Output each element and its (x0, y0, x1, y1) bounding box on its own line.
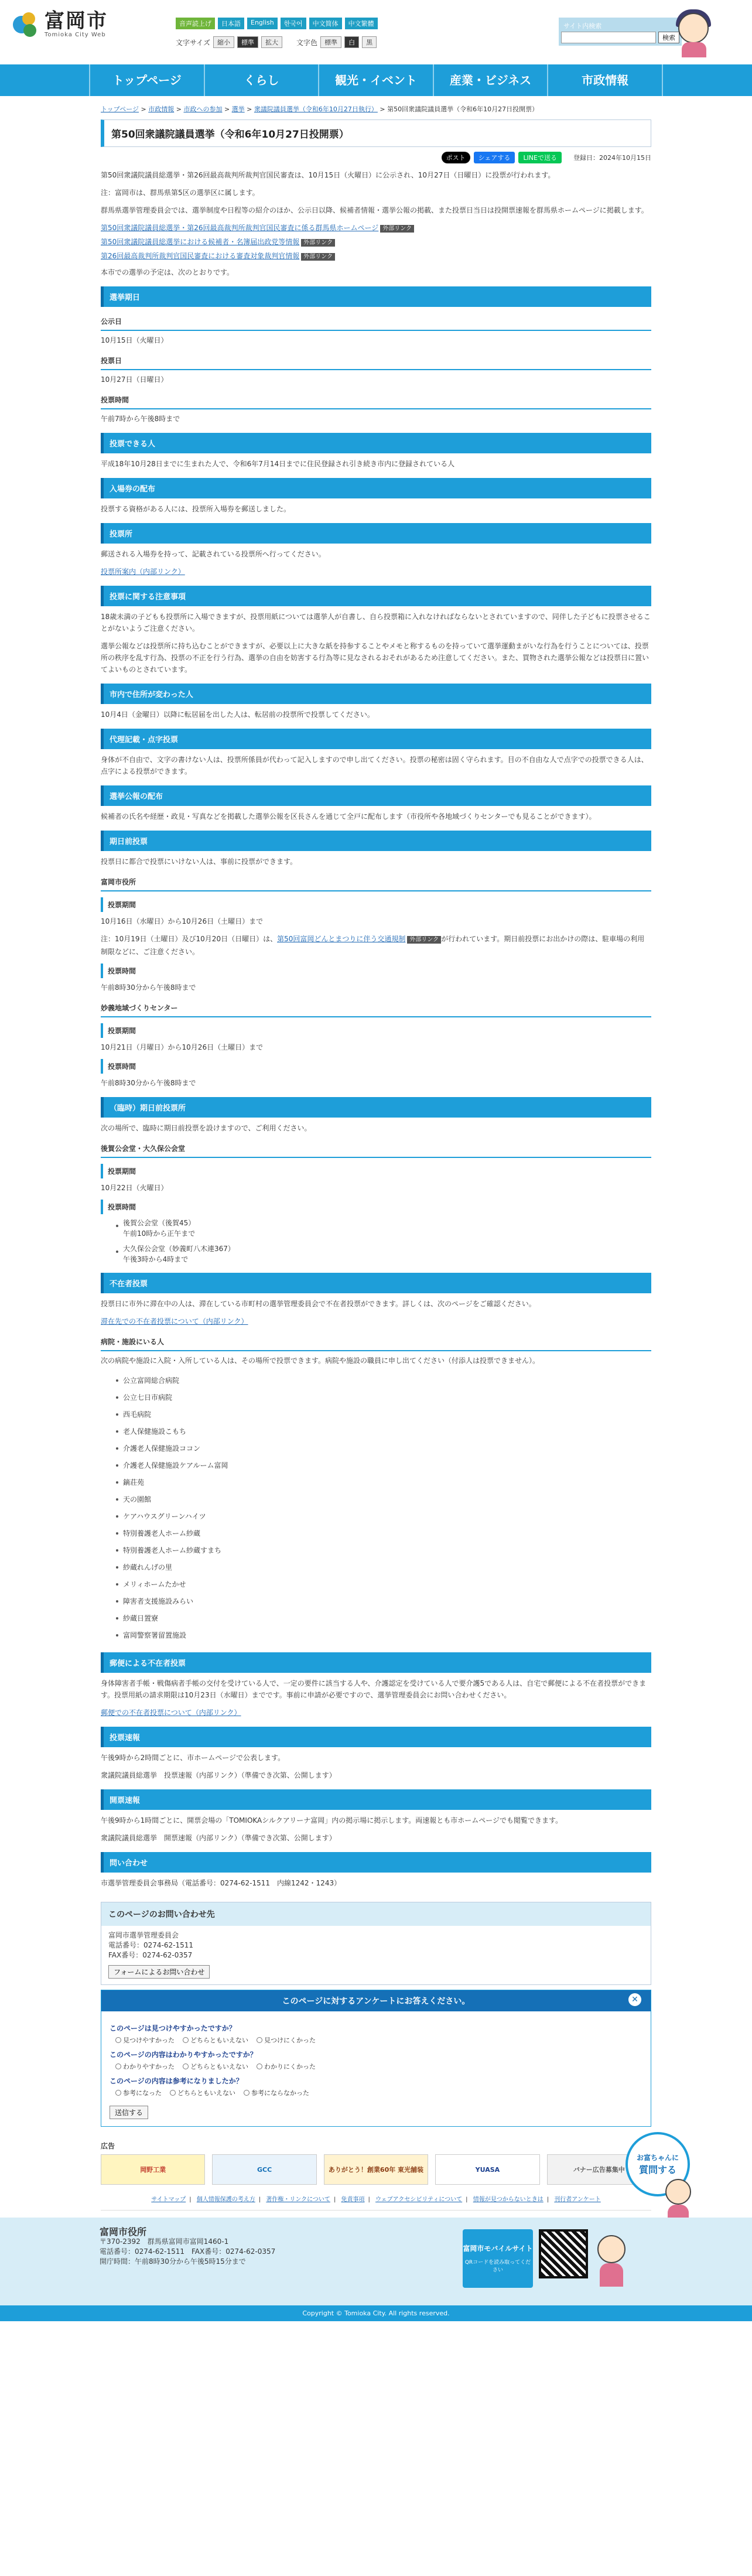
footer-links: サイトマップ | 個人情報保護の考え方 | 著作権・リンクについて | 免責事項 | ウェブアクセシビリティについて | 情報が見つからないときは | 刊行者アンケート (101, 2185, 651, 2211)
search-label: サイト内検索 (563, 22, 602, 30)
body-text: 注：10月19日（土曜日）及び10月20日（日曜日）は、 (101, 935, 278, 943)
breadcrumb: トップページ > 市政情報 > 市政への参加 > 選挙 > 衆議院議員選挙（令和6年10月27日執行） > 第50回衆議院議員選挙（令和6年10月27日投開票） (101, 105, 539, 113)
breadcrumb-link[interactable]: 市政への参加 (183, 105, 223, 113)
font-size-large-button[interactable]: 拡大 (261, 36, 282, 48)
section-heading: 投票所 (101, 523, 651, 544)
section-heading: 選挙期日 (101, 286, 651, 307)
mascot-icon (592, 2235, 633, 2288)
sub-heading: 富岡市役所 (101, 873, 651, 891)
survey-question: このページの内容は参考になりましたか？ (110, 2077, 243, 2085)
list-item: 紗蔵日置寮 (116, 1610, 651, 1627)
section-heading: 市内で住所が変わった人 (101, 684, 651, 704)
section-heading: 入場券の配布 (101, 478, 651, 498)
minor-heading: 投票時間 (101, 1059, 651, 1074)
lang-ja-button[interactable]: 日本語 (218, 18, 244, 29)
footer-link[interactable]: ウェブアクセシビリティについて (375, 2196, 463, 2203)
list-item: 介護老人保健施設ココン (116, 1440, 651, 1457)
footer-link[interactable]: 免責事項 (341, 2196, 365, 2203)
minor-heading: 投票時間 (101, 1200, 651, 1214)
facebook-share-button[interactable]: シェアする (474, 152, 515, 163)
body-text: 候補者の氏名や経歴・政見・写真などを掲載した選挙公報を区長さんを通じて全戸に配布します（市役所や各地域づくりセンターでも見ることができます）。 (101, 812, 596, 821)
body-text: 10月16日（水曜日）から10月26日（土曜日）まで (101, 917, 264, 925)
mobile-site-banner[interactable]: 富岡市モバイルサイト QRコードを読み取ってください (463, 2229, 533, 2288)
minor-heading: 投票期間 (101, 1023, 651, 1038)
font-size-label: 文字サイズ (176, 38, 211, 47)
section-heading: 不在者投票 (101, 1273, 651, 1293)
section-heading: 代理記載・点字投票 (101, 729, 651, 749)
main-content (101, 96, 651, 2211)
chatbot-label: 質問する (638, 2164, 676, 2175)
ad-banner[interactable]: ありがとう！創業60年 東光舗装 (324, 2154, 428, 2185)
lang-zh-tw-button[interactable]: 中文繁體 (345, 18, 378, 29)
lang-ko-button[interactable]: 한국어 (281, 18, 306, 29)
breadcrumb-link[interactable]: 市政情報 (148, 105, 175, 113)
body-text: 身体が不自由で、文字の書けない人は、投票所係員が代わって記入しますので申し出てください。投票の秘密は固く守られます。目の不自由な人で点字での投票できる人は、点字による投票ができます。 (101, 756, 648, 775)
chatbot-label: お富ちゃんに (636, 2154, 679, 2162)
share-bar (101, 152, 651, 163)
section-heading: （臨時）期日前投票所 (101, 1097, 651, 1118)
close-icon[interactable]: ✕ (628, 1993, 641, 2006)
survey-option[interactable]: わかりやすかった (115, 2062, 175, 2071)
sub-heading: 投票日 (101, 352, 651, 370)
external-link[interactable]: 第50回衆議院議員総選挙における候補者・名簿届出政党等情報 (101, 238, 300, 246)
x-share-button[interactable]: ポスト (442, 152, 470, 163)
ad-banner[interactable]: GCC (212, 2154, 316, 2185)
body-text: 10月4日（金曜日）以降に転居届を出した人は、転居前の投票所で投票してください。 (101, 710, 374, 719)
survey-question: このページの内容はわかりやすかったですか？ (110, 2051, 257, 2059)
survey-title: このページに対するアンケートにお答えください。 (282, 1997, 470, 2006)
footer-hours: 開庁時間：午前8時30分から午後5時15分まで (100, 2257, 246, 2266)
section-heading: 問い合わせ (101, 1852, 651, 1873)
minor-heading: 投票期間 (101, 1164, 651, 1178)
survey-question: このページは見つけやすかったですか？ (110, 2024, 236, 2032)
nav-top[interactable]: トップページ (89, 64, 205, 96)
font-size-standard-button[interactable]: 標準 (237, 36, 258, 48)
display-tools (176, 36, 377, 48)
nav-city-info[interactable]: 市政情報 (548, 64, 663, 96)
body-text: 次の病院や施設に入院・入所している人は、その場所で投票できます。病院や施設の職員に申し出てください（付添人は投票できません）。 (101, 1357, 540, 1365)
ad-banner[interactable]: バナー広告募集中 (547, 2154, 651, 2185)
survey-option[interactable]: 見つけやすかった (115, 2035, 175, 2045)
external-link-tag: 外部リンク (380, 225, 414, 233)
body-text: 身体障害者手帳・戦傷病者手帳の交付を受けている人で、一定の要件に該当する人や、介護認定を受けている人で要介護5である人は、自宅で郵便による不在者投票ができます。投票用紙の請求期限は10月23日（水曜日）までです。事前に申請が必要ですので、選挙管理委員会にお問い合わせください。 (101, 1679, 647, 1699)
external-link[interactable]: 第26回最高裁判所裁判官国民審査における審査対象裁判官情報 (101, 252, 300, 260)
footer-link[interactable]: 刊行者アンケート (554, 2196, 601, 2203)
page-title: 第50回衆議院議員選挙（令和6年10月27日投開票） (101, 119, 651, 147)
sub-heading: 公示日 (101, 313, 651, 331)
survey-option[interactable]: わかりにくかった (257, 2062, 316, 2071)
list-item: 特別養護老人ホーム紗蔵 (116, 1525, 651, 1542)
ad-banner[interactable]: YUASA (435, 2154, 539, 2185)
section-heading: 投票できる人 (101, 433, 651, 453)
chatbot-launcher[interactable] (620, 2132, 702, 2226)
nav-living[interactable]: くらし (205, 64, 320, 96)
section-heading: 開票速報 (101, 1789, 651, 1810)
list-item: ケアハウスグリーンハイツ (116, 1508, 651, 1525)
site-header (0, 0, 752, 64)
list-item: 紗蔵れんげの里 (116, 1559, 651, 1576)
footer-address: 〒370-2392 群馬県富岡市富岡1460-1 (100, 2237, 229, 2246)
mascot-image (670, 5, 717, 57)
external-link-tag: 外部リンク (407, 936, 441, 944)
section-heading: 投票速報 (101, 1727, 651, 1747)
font-color-black-button[interactable]: 黒 (362, 36, 377, 48)
ad-banner[interactable]: 岡野工業 (101, 2154, 205, 2185)
footer-link[interactable]: 個人情報保護の考え方 (196, 2196, 255, 2203)
lang-zh-cn-button[interactable]: 中文简体 (309, 18, 342, 29)
read-aloud-button[interactable]: 音声読上げ (176, 18, 215, 29)
external-link-tag: 外部リンク (301, 253, 335, 261)
body-text: 郵送される入場券を持って、記載されている投票所へ行ってください。 (101, 550, 326, 558)
body-text: 投票日に市外に滞在中の人は、滞在している市町村の選挙管理委員会で不在者投票ができます。詳しくは、次のページをご確認ください。 (101, 1300, 536, 1308)
body-text: 10月22日（火曜日） (101, 1184, 168, 1192)
body-text: 午前7時から午後8時まで (101, 415, 180, 423)
survey-option[interactable]: 参考にならなかった (244, 2088, 309, 2097)
polling-place-link[interactable]: 投票所案内（内部リンク） (101, 568, 185, 576)
body-text: 衆議院議員総選挙 投票速報（内部リンク）（準備でき次第、公開します） (101, 1771, 336, 1779)
font-color-label: 文字色 (296, 38, 318, 47)
contact-title: このページのお問い合わせ先 (101, 1902, 651, 1926)
registration-date: 登録日：2024年10月15日 (573, 154, 651, 162)
contact-tel: 電話番号：0274-62-1511 (108, 1941, 194, 1949)
font-size-small-button[interactable]: 縮小 (213, 36, 234, 48)
survey-option[interactable]: どちらともいえない (170, 2088, 235, 2097)
sub-heading: 後賀公会堂・大久保公会堂 (101, 1140, 651, 1158)
traffic-rule-link[interactable]: 第50回富岡どんとまつりに伴う交通規制 (277, 935, 406, 943)
list-item: メリィホームたかせ (116, 1576, 651, 1593)
logo-sub: Tomioka City Web (45, 32, 106, 38)
survey-option[interactable]: 見つけにくかった (257, 2035, 316, 2045)
nav-business[interactable]: 産業・ビジネス (434, 64, 549, 96)
search-button[interactable]: 検索 (658, 32, 679, 43)
list-item: 鏑荘苑 (116, 1474, 651, 1491)
survey-option[interactable]: どちらともいえない (183, 2035, 248, 2045)
list-item: 後賀公会堂（後賀45） 午前10時から正午まで (116, 1218, 651, 1239)
section-heading: 投票に関する注意事項 (101, 586, 651, 606)
body-text: 10月27日（日曜日） (101, 375, 168, 384)
sub-heading: 病院・施設にいる人 (101, 1333, 651, 1351)
temp-place-list (116, 1218, 651, 1265)
ad-label: 広告 (101, 2142, 115, 2150)
survey-box (101, 1990, 651, 2127)
site-logo[interactable] (13, 11, 108, 38)
body-text: 午後9時から2時間ごとに、市ホームページで公表します。 (101, 1754, 285, 1762)
list-item: 西毛病院 (116, 1406, 651, 1423)
contact-fax: FAX番号：0274-62-0357 (108, 1951, 193, 1959)
body-text: 午前8時30分から午後8時まで (101, 983, 196, 992)
body-text: 平成18年10月28日までに生まれた人で、令和6年7月14日までに住民登録され引き続き市内に登録されている人 (101, 460, 455, 468)
city-emblem-icon (13, 11, 40, 38)
section-heading: 期日前投票 (101, 831, 651, 851)
lang-en-button[interactable]: English (247, 18, 278, 29)
intro-text: 注：富岡市は、群馬県第5区の選挙区に属します。 (101, 189, 259, 197)
body-text: 午前8時30分から午後8時まで (101, 1079, 196, 1087)
font-color-standard-button[interactable]: 標準 (320, 36, 341, 48)
qr-code-icon (539, 2229, 588, 2278)
external-links (101, 222, 651, 263)
section-heading: 選挙公報の配布 (101, 785, 651, 806)
body-text: が行われています。期日前投票にお出かけの際は、駐車場の利用制限などに、ご注意ください。 (101, 935, 645, 956)
survey-option[interactable]: どちらともいえない (183, 2062, 248, 2071)
ad-banners (101, 2141, 651, 2185)
minor-heading: 投票期間 (101, 897, 651, 912)
intro-text: 群馬県選挙管理委員会では、選挙制度や日程等の紹介のほか、公示日以降、候補者情報・選挙公報の掲載、また投票日当日は投開票速報を群馬県ホームページに掲載します。 (101, 206, 648, 214)
site-footer (0, 2218, 752, 2305)
contact-form-button[interactable]: フォームによるお問い合わせ (108, 1965, 210, 1979)
list-item: 特別養護老人ホーム紗蔵すまち (116, 1542, 651, 1559)
list-item: 富岡警察署留置施設 (116, 1627, 651, 1644)
search-input[interactable] (561, 32, 656, 43)
body-text: 10月21日（月曜日）から10月26日（土曜日）まで (101, 1043, 264, 1051)
absentee-link[interactable]: 滞在先での不在者投票について（内部リンク） (101, 1317, 248, 1325)
intro-text: 第50回衆議院議員総選挙・第26回最高裁判所裁判官国民審査は、10月15日（火曜日）に公示され、10月27日（日曜日）に投票が行われます。 (101, 171, 555, 179)
body-text: 投票日に都合で投票にいけない人は、事前に投票ができます。 (101, 857, 298, 866)
list-item: 天の園館 (116, 1491, 651, 1508)
footer-phone: 電話番号：0274-62-1511 FAX番号：0274-62-0357 (100, 2247, 276, 2256)
breadcrumb-link[interactable]: トップページ (101, 105, 139, 113)
body-text: 投票する資格がある人には、投票所入場券を郵送しました。 (101, 505, 291, 513)
minor-heading: 投票時間 (101, 964, 651, 978)
line-share-button[interactable]: LINEで送る (518, 152, 562, 163)
body-text: 衆議院議員総選挙 開票速報（内部リンク）（準備でき次第、公開します） (101, 1834, 336, 1842)
contact-org: 富岡市選挙管理委員会 (108, 1931, 179, 1939)
language-switcher (176, 18, 378, 29)
list-item: 老人保健施設こもち (116, 1423, 651, 1440)
list-item: 公立七日市病院 (116, 1389, 651, 1406)
survey-option[interactable]: 参考になった (115, 2088, 162, 2097)
site-search (559, 18, 682, 46)
facility-list (116, 1372, 651, 1644)
body-text: 選挙公報などは投票所に持ち込むことができますが、必要以上に大きな紙を持参することやメモと称するものを持っていて選挙運動まがいな行為を行うことについては、投票所の秩序を乱す行為、投票の不正を行う行為、選挙の自由を妨害する行為等に見なされるおそれがあるため注意してください。また、買物された選挙公報などは投票日に置いてよいものとされています。 (101, 642, 650, 674)
section-heading: 郵便による不在者投票 (101, 1652, 651, 1673)
breadcrumb-link[interactable]: 衆議院議員選挙（令和6年10月27日執行） (254, 105, 378, 113)
election-lead: 本市での選挙の予定は、次のとおりです。 (101, 268, 234, 276)
list-item: 公立富岡総合病院 (116, 1372, 651, 1389)
copyright: Copyright © Tomioka City. All rights reserved. (0, 2305, 752, 2321)
global-nav (0, 64, 752, 96)
sub-heading: 妙義地域づくりセンター (101, 999, 651, 1017)
footer-link[interactable]: 著作権・リンクについて (266, 2196, 330, 2203)
footer-link[interactable]: サイトマップ (151, 2196, 186, 2203)
external-link[interactable]: 第50回衆議院議員総選挙・第26回最高裁判所裁判官国民審査に係る群馬県ホームページ (101, 224, 379, 232)
body-text: 10月15日（火曜日） (101, 336, 168, 344)
body-text: 次の場所で、臨時に期日前投票を設けますので、ご利用ください。 (101, 1124, 312, 1132)
list-item: 大久保公会堂（妙義町八木連367） 午後3時から4時まで (116, 1243, 651, 1265)
external-link-tag: 外部リンク (301, 239, 335, 247)
logo-name: 富岡市 (45, 9, 108, 33)
body-text: 午後9時から1時間ごとに、開票会場の「TOMIOKAシルクアリーナ富岡」内の掲示場に掲示します。両速報とも市ホームページでも閲覧できます。 (101, 1816, 563, 1825)
footer-name: 富岡市役所 (100, 2226, 147, 2237)
breadcrumb-link[interactable]: 選挙 (231, 105, 245, 113)
survey-submit-button[interactable]: 送信する (110, 2106, 148, 2119)
breadcrumb-current: 第50回衆議院議員選挙（令和6年10月27日投開票） (387, 105, 539, 113)
mail-vote-link[interactable]: 郵便での不在者投票について（内部リンク） (101, 1709, 241, 1717)
sub-heading: 投票時間 (101, 391, 651, 409)
font-color-white-button[interactable]: 白 (344, 36, 359, 48)
footer-link[interactable]: 情報が見つからないときは (473, 2196, 544, 2203)
list-item: 介護老人保健施設ケアルーム富岡 (116, 1457, 651, 1474)
body-text: 18歳未満の子どもも投票所に入場できますが、投票用紙については選挙人が自書し、自ら投票箱に入れなければならないとされていますので、同伴した子どもに投票させることがないようご注意ください。 (101, 613, 651, 633)
contact-box (101, 1902, 651, 1985)
nav-tourism[interactable]: 観光・イベント (319, 64, 434, 96)
body-text: 市選挙管理委員会事務局（電話番号：0274-62-1511 内線1242・1243） (101, 1879, 341, 1887)
list-item: 障害者支援施設みらい (116, 1593, 651, 1610)
